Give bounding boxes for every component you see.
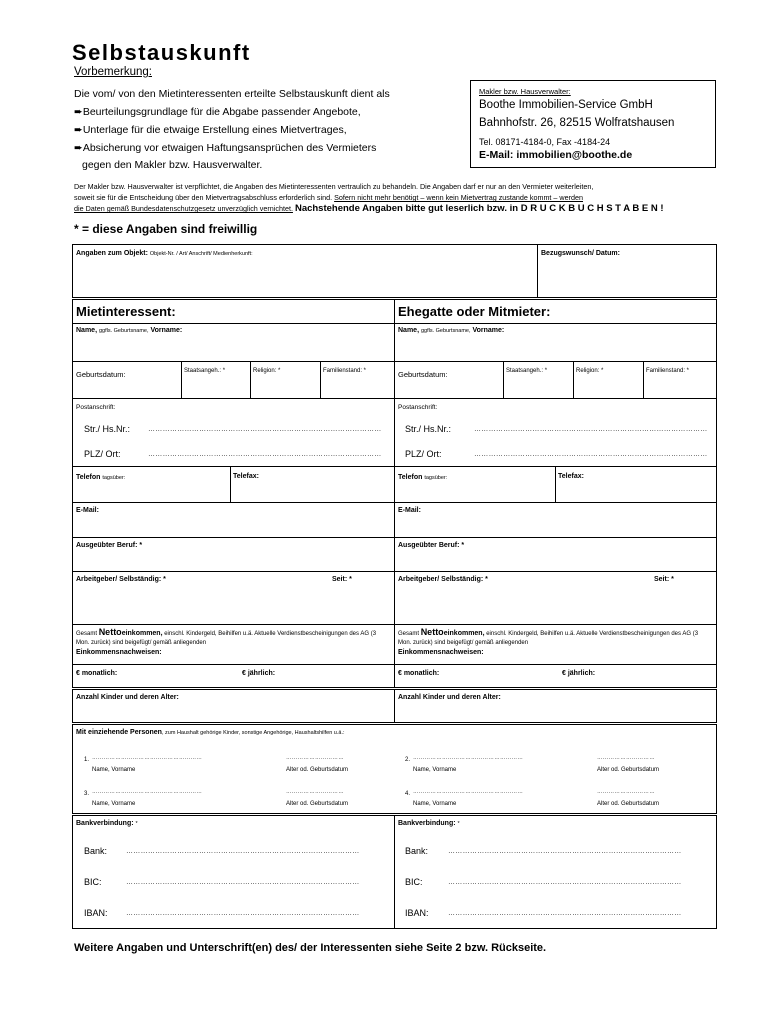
postanschrift-label: Postanschrift:: [76, 404, 116, 411]
name-field[interactable]: Name, ggfls. Geburtsname, Vorname:: [398, 327, 505, 334]
name-field[interactable]: Name, ggfls. Geburtsname, Vorname:: [76, 327, 183, 334]
person-2-name[interactable]: …………………………………………………: [413, 755, 524, 761]
jaehrlich-field[interactable]: € jährlich:: [242, 670, 276, 677]
person-1-alter[interactable]: …………………………: [286, 755, 344, 761]
kinder-field[interactable]: Anzahl Kinder und deren Alter:: [76, 694, 179, 701]
mietinteressent-heading: Mietinteressent:: [76, 304, 176, 319]
bank-label: Bankverbindung: *: [76, 820, 138, 827]
postanschrift-label: Postanschrift:: [398, 404, 438, 411]
arbeitgeber-field[interactable]: Arbeitgeber/ Selbständig: *: [398, 576, 488, 583]
seit-field[interactable]: Seit: *: [332, 576, 352, 583]
bezug-label: Bezugswunsch/ Datum:: [541, 250, 620, 257]
monatlich-field[interactable]: € monatlich:: [398, 670, 440, 677]
intro-line: Die vom/ von den Mietinteressenten erteilte Selbstauskunft dient als: [74, 88, 390, 100]
bank-label: Bankverbindung: *: [398, 820, 460, 827]
vorbemerkung-heading: Vorbemerkung:: [74, 66, 152, 78]
religion-field[interactable]: Religion: *: [576, 368, 604, 374]
telefax-field[interactable]: Telefax:: [233, 473, 259, 480]
person-3-name[interactable]: …………………………………………………: [92, 789, 203, 795]
bic-field[interactable]: BIC:: [84, 877, 102, 887]
familienstand-field[interactable]: Familienstand: *: [646, 368, 690, 374]
iban-field[interactable]: IBAN:: [84, 908, 108, 918]
person-2-alter[interactable]: …………………………: [597, 755, 655, 761]
religion-field[interactable]: Religion: *: [253, 368, 281, 374]
einziehende-label: Mit einziehende Personen, zum Haushalt gehörige Kinder, sonstige Angehörige, Haushaltshilfen u.ä.:: [76, 729, 345, 736]
bullet-icon: ➨: [74, 142, 83, 154]
bic-field[interactable]: BIC:: [405, 877, 423, 887]
makler-tel: Tel. 08171-4184-0, Fax -4184-24: [479, 137, 611, 147]
geburtsdatum-field[interactable]: Geburtsdatum:: [76, 370, 126, 379]
kinder-field[interactable]: Anzahl Kinder und deren Alter:: [398, 694, 501, 701]
monatlich-field[interactable]: € monatlich:: [76, 670, 118, 677]
makler-email: E-Mail: immobilien@boothe.de: [479, 149, 633, 161]
str-field[interactable]: Str./ Hs.Nr.:: [405, 424, 452, 434]
seit-field[interactable]: Seit: *: [654, 576, 674, 583]
intro-bullet: ➨Absicherung vor etwaigen Haftungsansprüchen des Vermieters: [74, 142, 377, 154]
bank-name-field[interactable]: Bank:: [405, 846, 429, 856]
freiwillig-note: * = diese Angaben sind freiwillig: [74, 222, 258, 236]
footer-note: Weitere Angaben und Unterschrift(en) des/ der Interessenten siehe Seite 2 bzw. Rückseite.: [74, 942, 547, 954]
person-4-name[interactable]: …………………………………………………: [413, 789, 524, 795]
page-title: Selbstauskunft: [72, 40, 251, 65]
beruf-field[interactable]: Ausgeübter Beruf: *: [398, 542, 465, 549]
makler-label: Makler bzw. Hausverwalter:: [479, 87, 571, 96]
person-1-name[interactable]: …………………………………………………: [92, 755, 203, 761]
person-4-alter[interactable]: …………………………: [597, 789, 655, 795]
iban-field[interactable]: IBAN:: [405, 908, 429, 918]
person-3-alter[interactable]: …………………………: [286, 789, 344, 795]
bullet-icon: ➨: [74, 124, 83, 136]
familienstand-field[interactable]: Familienstand: *: [323, 368, 367, 374]
str-field[interactable]: Str./ Hs.Nr.:: [84, 424, 131, 434]
email-field[interactable]: E-Mail:: [76, 507, 99, 514]
netto-einkommen-label: Gesamt Nettoeinkommen, einschl. Kindergeld, Beihilfen u.ä. Aktuelle Verdienstbescheinigungen des AG (3 Mon. zurück) sind beigefügt/ gemäß anliegenden Einkommensnachweisen:: [76, 627, 377, 656]
intro-line: gegen den Makler bzw. Hausverwalter.: [82, 159, 263, 171]
staatsangeh-field[interactable]: Staatsangeh.: *: [184, 368, 226, 374]
telefon-field[interactable]: Telefon tagsüber:: [76, 474, 126, 481]
telefax-field[interactable]: Telefax:: [558, 473, 584, 480]
ehegatte-heading: Ehegatte oder Mitmieter:: [398, 304, 551, 319]
intro-bullet: ➨Unterlage für die etwaige Erstellung eines Mietvertrages,: [74, 124, 347, 136]
beruf-field[interactable]: Ausgeübter Beruf: *: [76, 542, 143, 549]
jaehrlich-field[interactable]: € jährlich:: [562, 670, 596, 677]
plz-field[interactable]: PLZ/ Ort:: [84, 449, 121, 459]
notice-text: Der Makler bzw. Hausverwalter ist verpflichtet, die Angaben des Mietinteressenten vertraulich zu behandeln. Die Angaben darf er nur an den Vermieter weiterleiten, soweit sie für die Entscheidung über den Mietvertragsabschluss erforderlich sind. Sofern nicht mehr benötigt – wenn kein Mietvertrag zustande kommt – werden die Daten gemäß Bundesdatenschutzgesetz unverzüglich vernichtet. Nachstehende Angaben bitte gut leserlich bzw. in D R U C K B U C H S T A B E N !: [74, 182, 664, 214]
makler-address: Bahnhofstr. 26, 82515 Wolfratshausen: [479, 117, 675, 129]
netto-einkommen-label: Gesamt Nettoeinkommen, einschl. Kindergeld, Beihilfen u.ä. Aktuelle Verdienstbescheinigungen des AG (3 Mon. zurück) sind beigefügt/ gemäß anliegenden Einkommensnachweisen:: [398, 627, 699, 656]
bullet-icon: ➨: [74, 106, 83, 118]
plz-field[interactable]: PLZ/ Ort:: [405, 449, 442, 459]
intro-bullet: ➨Beurteilungsgrundlage für die Abgabe passender Angebote,: [74, 106, 361, 118]
email-field[interactable]: E-Mail:: [398, 507, 421, 514]
staatsangeh-field[interactable]: Staatsangeh.: *: [506, 368, 548, 374]
telefon-field[interactable]: Telefon tagsüber:: [398, 474, 448, 481]
makler-name: Boothe Immobilien-Service GmbH: [479, 99, 653, 111]
bank-name-field[interactable]: Bank:: [84, 846, 108, 856]
geburtsdatum-field[interactable]: Geburtsdatum:: [398, 370, 448, 379]
makler-box: [470, 80, 716, 168]
objekt-label: Angaben zum Objekt: Objekt-Nr. / Art/ Anschrift/ Medienherkunft:: [76, 250, 253, 257]
arbeitgeber-field[interactable]: Arbeitgeber/ Selbständig: *: [76, 576, 166, 583]
